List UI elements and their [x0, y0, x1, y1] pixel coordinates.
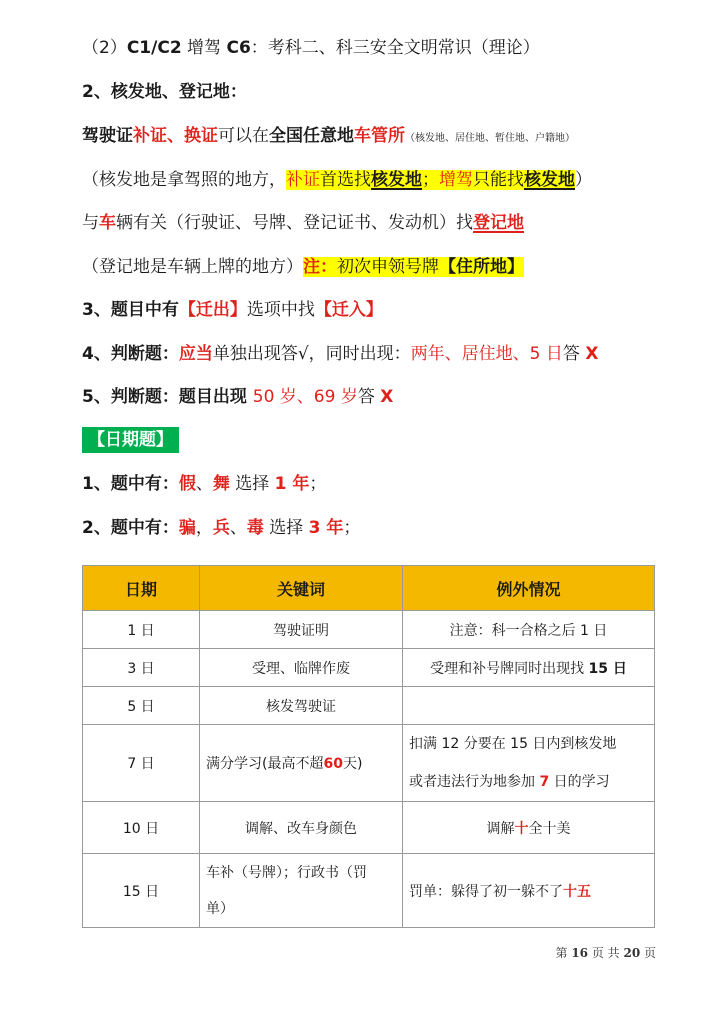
highlight-red: 假	[178, 474, 196, 494]
text: 受理和补号牌同时出现找	[430, 660, 589, 677]
table-row	[83, 725, 655, 802]
text: 4、判断题：	[82, 344, 179, 364]
page-number: 16	[571, 946, 589, 960]
highlight-red: 十五	[563, 883, 591, 900]
rule-line-6	[82, 255, 524, 279]
text: 答	[562, 344, 586, 364]
total-pages: 20	[623, 946, 641, 960]
rule-line-10	[82, 472, 326, 496]
table-row	[83, 649, 655, 687]
keyword-underlined: 核发地	[371, 170, 422, 190]
table-header-row	[83, 566, 655, 611]
cell-date: 15 日	[83, 854, 200, 928]
cell-keyword	[200, 725, 403, 802]
text: 全十美	[528, 820, 571, 837]
rule-line-9	[82, 385, 393, 409]
text: ；	[309, 474, 327, 494]
text: 日的学习	[549, 774, 610, 790]
text: 扣满 12 分要在 15 日内到核发地	[409, 736, 617, 752]
text: 、	[195, 474, 213, 494]
rule-line-7	[82, 298, 383, 322]
text: （登记地是车辆上牌的地方）	[82, 257, 303, 277]
text: 选择	[229, 474, 275, 494]
license-class: C6	[226, 38, 251, 58]
highlight-red: 50 岁、69 岁	[252, 387, 358, 407]
rule-line-3	[82, 124, 575, 151]
date-rules-table	[82, 565, 655, 928]
note-label: 注：	[303, 257, 337, 277]
keyword-underlined: 核发地	[524, 170, 575, 190]
cell-date: 10 日	[83, 802, 200, 854]
highlight-red: 7	[539, 774, 550, 790]
text: 可以在	[218, 126, 269, 146]
highlight-red: 【迁入】	[314, 300, 383, 320]
text: ，	[195, 518, 213, 538]
text: 增驾	[181, 38, 227, 58]
highlight-red: 毒	[246, 518, 264, 538]
text: 天)	[342, 756, 363, 772]
text: 辆有关（行驶证、号牌、登记证书、发动机）找	[116, 213, 473, 233]
keyword-underlined: 登记地	[473, 213, 524, 233]
text: 单独出现答√，同时出现：	[212, 344, 411, 364]
highlight-red: 车管所	[354, 126, 405, 146]
text: （核发地是拿驾照的地方，	[82, 170, 286, 190]
cell-exception	[403, 854, 655, 928]
text: 选择	[263, 518, 309, 538]
cell-exception	[403, 649, 655, 687]
cell-keyword: 受理、临牌作废	[200, 649, 403, 687]
rule-line-11	[82, 516, 360, 540]
text: ：考科二、科三安全文明常识（理论）	[250, 38, 540, 58]
text-bold: 15 日	[588, 660, 627, 677]
text: 2、题中有：	[82, 518, 179, 538]
highlight-red: 补证、换证	[133, 126, 218, 146]
text: ；	[343, 518, 361, 538]
cell-exception	[403, 802, 655, 854]
highlight-red: 骗	[178, 518, 196, 538]
answer-wrong: X	[585, 344, 599, 364]
cell-exception	[403, 725, 655, 802]
cell-exception: 注意：科一合格之后 1 日	[403, 611, 655, 649]
table-row	[83, 611, 655, 649]
header-date: 日期	[83, 566, 200, 611]
text: 5、判断题：题目出现	[82, 387, 253, 407]
table-row	[83, 854, 655, 928]
cell-date: 1 日	[83, 611, 200, 649]
text: 3、题目中有	[82, 300, 179, 320]
footer-text: 页	[640, 946, 656, 960]
license-class: C1/C2	[126, 38, 182, 58]
text: 或者违法行为地参加	[409, 774, 540, 790]
table-row	[83, 802, 655, 854]
text: 首选找	[320, 170, 371, 190]
table-row	[83, 687, 655, 725]
text: 选项中找	[246, 300, 315, 320]
highlight-red: 增驾	[439, 170, 473, 190]
footer-text: 第	[555, 946, 572, 960]
highlight-red: 1 年	[274, 474, 310, 494]
cell-date: 7 日	[83, 725, 200, 802]
text: （2）	[82, 38, 127, 58]
text: ；	[422, 170, 439, 190]
header-keyword: 关键词	[200, 566, 403, 611]
cell-keyword: 驾驶证明	[200, 611, 403, 649]
rule-line-8	[82, 342, 598, 366]
date-section-tag: 【日期题】	[82, 427, 179, 453]
answer-wrong: X	[380, 387, 394, 407]
cell-exception	[403, 687, 655, 725]
section-heading-2	[82, 80, 247, 104]
note-small: （核发地、居住地、暂住地、户籍地）	[405, 133, 575, 144]
text: ）	[575, 170, 592, 190]
rule-line-1	[82, 36, 540, 60]
text: 驾驶证	[82, 126, 133, 146]
highlight-red: 两年、居住地、5 日	[410, 344, 563, 364]
rule-line-5	[82, 211, 524, 235]
cell-keyword: 核发驾驶证	[200, 687, 403, 725]
highlight-red: 补证	[286, 170, 320, 190]
text: 调解	[486, 820, 515, 837]
text: 与	[82, 213, 99, 233]
cell-date: 5 日	[83, 687, 200, 725]
text: 【住所地】	[439, 257, 524, 277]
highlight-red: 兵	[212, 518, 230, 538]
text: 满分学习(最高不超	[206, 756, 324, 772]
highlight-red: 【迁出】	[178, 300, 247, 320]
highlight-red: 舞	[212, 474, 230, 494]
page-footer	[555, 944, 656, 961]
text: 只能找	[473, 170, 524, 190]
cell-date: 3 日	[83, 649, 200, 687]
highlight-red: 十	[514, 820, 529, 837]
highlight-red: 应当	[178, 344, 213, 364]
text: 1、题中有：	[82, 474, 179, 494]
text: 、	[229, 518, 247, 538]
cell-keyword: 调解、改车身颜色	[200, 802, 403, 854]
rule-line-4	[82, 168, 592, 192]
text: 答	[357, 387, 381, 407]
text: 全国任意地	[269, 126, 354, 146]
text: 车补（号牌）；行政书（罚	[206, 864, 367, 881]
highlight-red: 车	[99, 213, 116, 233]
header-exception: 例外情况	[403, 566, 655, 611]
footer-text: 页 共	[588, 946, 624, 960]
heading-text: 2、核发地、登记地：	[82, 82, 247, 102]
cell-keyword	[200, 854, 403, 928]
highlight-red: 3 年	[308, 518, 344, 538]
highlight-red: 60	[323, 756, 343, 772]
text: 单）	[206, 900, 234, 917]
text: 初次申领号牌	[337, 257, 439, 277]
text: 罚单：躲得了初一躲不了	[409, 883, 563, 900]
